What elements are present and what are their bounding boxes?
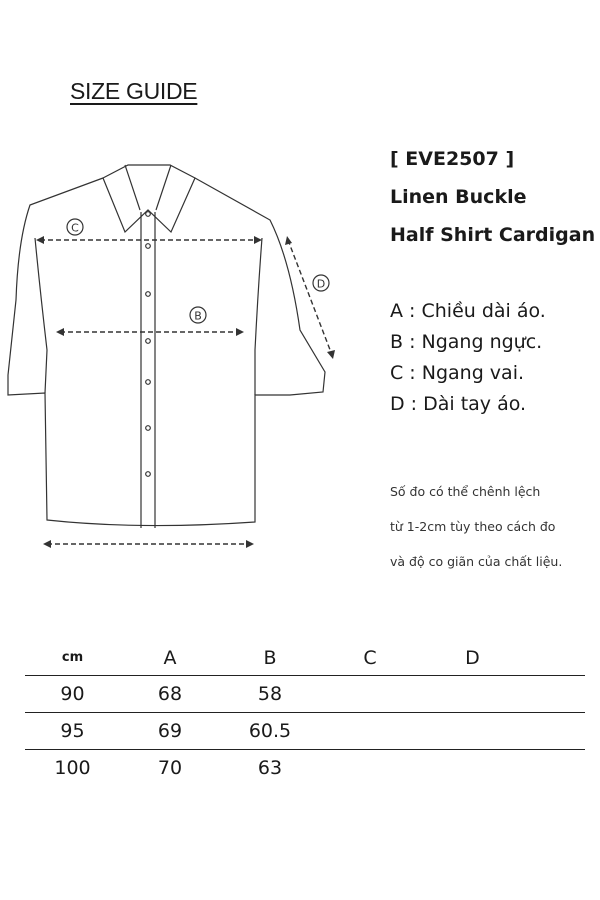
arrow-head (285, 236, 292, 245)
arrow-head (236, 328, 244, 336)
header-cell-d: D (465, 646, 480, 669)
product-name-line2: Half Shirt Cardigan (390, 224, 596, 246)
table-cell: 58 (257, 683, 283, 705)
header-cell-unit: cm (61, 650, 84, 665)
table-cell: 90 (60, 683, 85, 705)
measurement-legend (390, 296, 546, 420)
table-cell: 68 (157, 683, 183, 705)
arrow-head (246, 540, 254, 548)
size-table (25, 640, 585, 786)
arrow-head (327, 350, 335, 359)
product-code: [ EVE2507 ] (390, 148, 515, 170)
shirt-outline (8, 178, 325, 526)
header-cell-b: B (263, 646, 277, 669)
arrow-head (56, 328, 64, 336)
collar-outline (103, 165, 195, 232)
legend-item-d: D : Dài tay áo. (390, 393, 527, 415)
sleeve-seam-right (255, 238, 262, 395)
table-row (25, 750, 585, 786)
table-cell: 60.5 (248, 720, 292, 742)
legend-item-a: A : Chiều dài áo. (390, 300, 546, 322)
note-line: từ 1-2cm tùy theo cách đo (390, 519, 556, 534)
table-row (25, 713, 585, 750)
product-info (390, 140, 595, 254)
page-title: SIZE GUIDE (70, 78, 198, 104)
table-cell: 69 (157, 720, 183, 742)
table-header-row (25, 640, 585, 676)
header-cell-a: A (163, 646, 177, 669)
measurement-note (390, 474, 562, 579)
button-group (146, 212, 151, 477)
arrow-head (43, 540, 51, 548)
sleeve-seam-left (35, 238, 47, 393)
arrow-head (254, 236, 262, 244)
table-row (25, 676, 585, 713)
table-cell: 100 (54, 757, 91, 779)
arrow-head (36, 236, 44, 244)
table-cell: 63 (257, 757, 283, 779)
shirt-diagram (0, 150, 360, 560)
label-b: B (194, 309, 202, 323)
header-cell-c: C (363, 646, 377, 669)
label-d: D (316, 277, 326, 291)
table-cell: 95 (60, 720, 85, 742)
collar-band (125, 165, 171, 210)
label-c: C (71, 221, 79, 235)
note-line: và độ co giãn của chất liệu. (390, 554, 563, 569)
note-line: Số đo có thể chênh lệch (390, 484, 541, 499)
legend-item-b: B : Ngang ngực. (390, 331, 543, 353)
product-name-line1: Linen Buckle (390, 186, 527, 208)
table-cell: 70 (157, 757, 183, 779)
legend-item-c: C : Ngang vai. (390, 362, 525, 384)
